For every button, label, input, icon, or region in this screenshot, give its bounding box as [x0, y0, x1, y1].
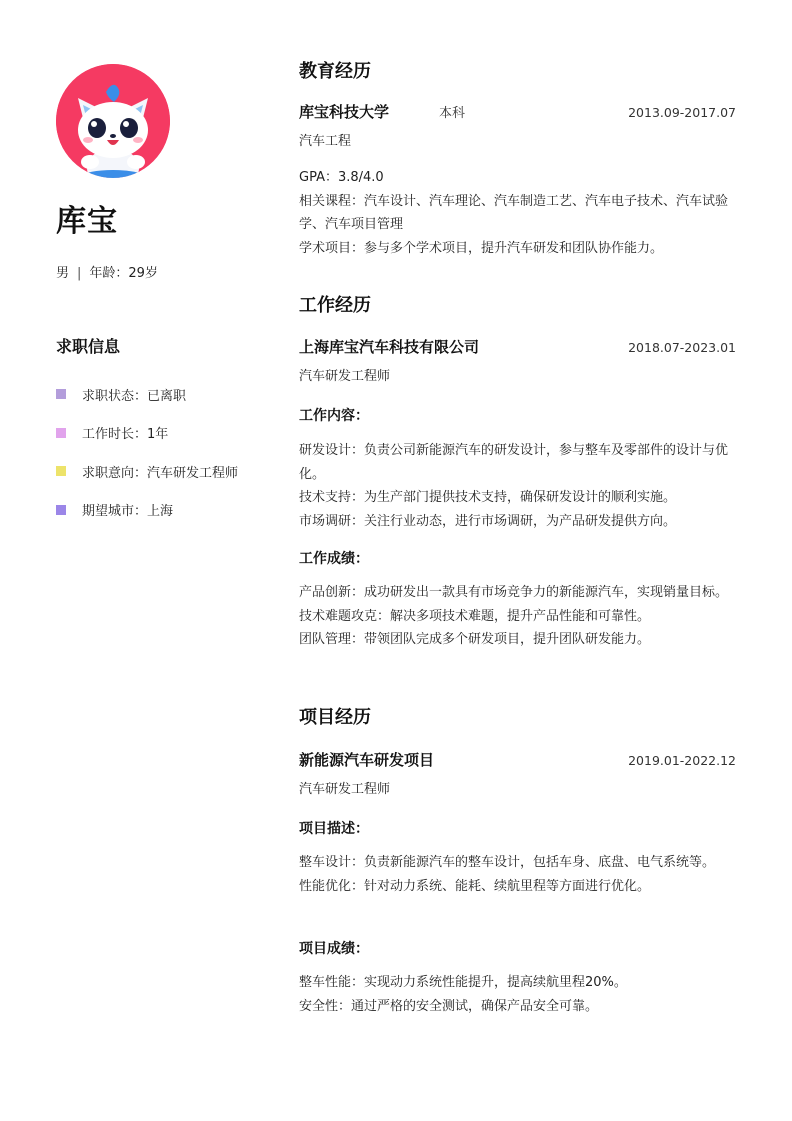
work-section-title: 工作经历: [299, 295, 371, 316]
list-item: 产品创新：成功研发出一款具有市场竞争力的新能源汽车，实现销量目标。: [299, 585, 729, 600]
degree: 本科: [439, 106, 466, 121]
education-header: [299, 101, 736, 122]
gender: 男: [56, 266, 70, 281]
project-header: [299, 749, 736, 770]
candidate-meta: [56, 262, 158, 281]
list-item: 团队管理：带领团队完成多个研发项目，提升团队研发能力。: [299, 632, 651, 647]
project-desc: [299, 851, 736, 898]
company-name: 上海库宝汽车科技有限公司: [299, 338, 480, 356]
work-role: 汽车研发工程师: [299, 369, 391, 384]
education-date: 2013.09-2017.07: [628, 105, 736, 120]
list-item: [56, 500, 238, 520]
meta-separator: |: [77, 266, 82, 281]
list-item: 整车设计：负责新能源汽车的整车设计，包括车身、底盘、电气系统等。: [299, 855, 716, 870]
bullet-square-icon: [56, 466, 66, 476]
education-details: [299, 166, 736, 260]
work-duration: 工作时长：1年: [82, 427, 169, 442]
work-achievements-title: 工作成绩：: [299, 551, 369, 567]
list-item: 研发设计：负责公司新能源汽车的研发设计，参与整车及零部件的设计与优化。: [299, 443, 729, 482]
project-section-title: 项目经历: [299, 707, 371, 728]
candidate-name: 库宝: [56, 204, 118, 239]
work-content-title: 工作内容：: [299, 408, 369, 424]
project-date: 2019.01-2022.12: [628, 753, 736, 768]
job-intent-title: 求职信息: [56, 337, 121, 356]
list-item: 性能优化：针对动力系统、能耗、续航里程等方面进行优化。: [299, 878, 651, 894]
list-item: 市场调研：关注行业动态，进行市场调研，为产品研发提供方向。: [299, 513, 677, 529]
avatar: [56, 64, 170, 178]
sidebar: [0, 0, 270, 1121]
courses: 相关课程：汽车设计、汽车理论、汽车制造工艺、汽车电子技术、汽车试验学、汽车项目管理: [299, 193, 729, 232]
gpa: GPA：3.8/4.0: [299, 170, 384, 185]
list-item: 技术支持：为生产部门提供技术支持，确保研发设计的顺利实施。: [299, 490, 677, 505]
work-content: [299, 439, 736, 533]
work-header: [299, 336, 736, 357]
major: 汽车工程: [299, 134, 352, 149]
cat-mascot-icon: [56, 64, 170, 178]
project-name: 新能源汽车研发项目: [299, 751, 435, 769]
list-item: [56, 384, 238, 404]
bullet-square-icon: [56, 389, 66, 399]
age: 年龄：29岁: [89, 266, 158, 281]
project-desc-title: 项目描述：: [299, 821, 369, 837]
target-city: 期望城市：上海: [82, 504, 174, 519]
education-section-title: 教育经历: [299, 61, 371, 82]
project-results: [299, 971, 736, 1018]
bullet-square-icon: [56, 505, 66, 515]
project-role: 汽车研发工程师: [299, 782, 391, 797]
job-intent-list: [56, 384, 238, 538]
list-item: [56, 461, 238, 481]
work-date: 2018.07-2023.01: [628, 340, 736, 355]
bullet-square-icon: [56, 428, 66, 438]
project-results-title: 项目成绩：: [299, 941, 369, 957]
target-position: 求职意向：汽车研发工程师: [82, 465, 239, 481]
list-item: 技术难题攻克：解决多项技术难题，提升产品性能和可靠性。: [299, 608, 651, 624]
work-achievements: [299, 581, 736, 652]
school-name: 库宝科技大学: [299, 103, 390, 121]
job-status: 求职状态：已离职: [82, 388, 187, 404]
academic-projects: 学术项目：参与多个学术项目，提升汽车研发和团队协作能力。: [299, 240, 664, 256]
list-item: 安全性：通过严格的安全测试，确保产品安全可靠。: [299, 998, 599, 1014]
list-item: 整车性能：实现动力系统性能提升，提高续航里程20%。: [299, 975, 627, 990]
list-item: [56, 423, 238, 443]
